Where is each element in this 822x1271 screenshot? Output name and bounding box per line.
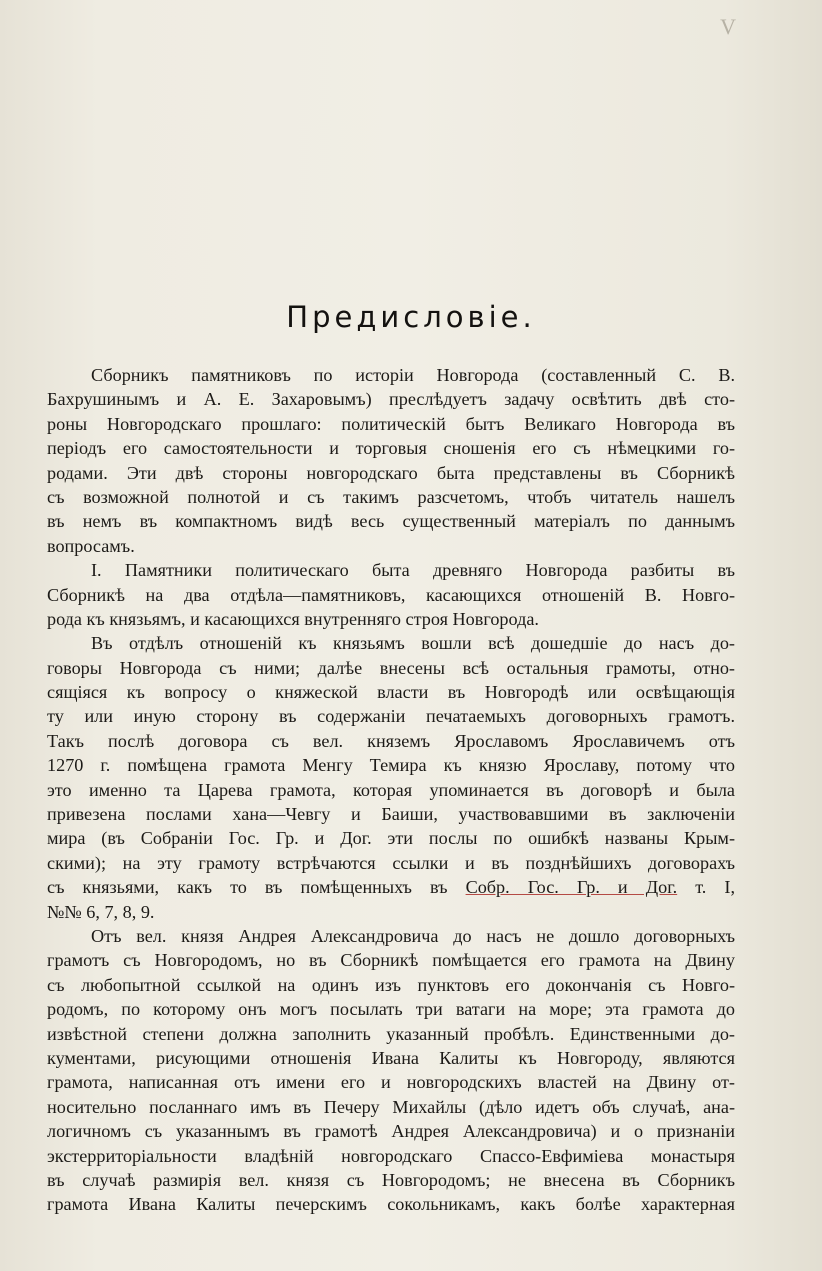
text-line: ту или иную сторону въ содержаніи печатаемыхъ договорныхъ грамотъ. (47, 706, 735, 727)
text-line: сящіяся къ вопросу о княжеской власти въ Новгородѣ или освѣщающія (47, 682, 735, 703)
text-line: I. Памятники политическаго быта древняго Новгорода разбиты въ (91, 560, 735, 581)
text-line: извѣстной степени должна заполнить указанный пробѣлъ. Единственными до- (47, 1023, 735, 1044)
text-line: Сборникѣ на два отдѣла—памятниковъ, касающихся отношеній В. Новго- (47, 584, 735, 605)
page-title: Предисловіе. (286, 300, 536, 334)
text-line: съ возможной полнотой и съ такимъ разсчетомъ, чтобъ читатель нашелъ (47, 486, 735, 507)
underlined-reference: Собр. Гос. Гр. и Дог. (465, 877, 678, 898)
text-line: грамота Ивана Калиты печерскимъ сокольникамъ, какъ болѣе характерная (47, 1194, 735, 1215)
text-line: мира (въ Собраніи Гос. Гр. и Дог. эти послы по ошибкѣ названы Крым- (47, 828, 735, 849)
text-line: логичномъ съ указаннымъ въ грамотѣ Андрея Александровича) и о признаніи (47, 1121, 735, 1142)
text-segment: т. I, (677, 877, 735, 898)
text-line: Бахрушинымъ и А. Е. Захаровымъ) преслѣдуетъ задачу освѣтить двѣ сто- (47, 389, 735, 410)
text-line: экстерриторіальности владѣній новгородскаго Спассо-Евфиміева монастыря (47, 1145, 735, 1166)
text-line: говоры Новгорода съ ними; далѣе внесены всѣ остальныя грамоты, отно- (47, 657, 735, 678)
text-line: носительно посланнаго имъ въ Печеру Михайлы (дѣло идетъ объ случаѣ, ана- (47, 1096, 735, 1117)
text-line: періодъ его самостоятельности и торговыя сношенія его съ нѣмецкими го- (47, 438, 735, 459)
body-text (47, 363, 735, 1217)
corner-mark: V (720, 14, 736, 39)
text-line: 1270 г. помѣщена грамота Менгу Темира къ князю Ярославу, потому что (47, 755, 735, 776)
text-line: грамота, написанная отъ имени его и новгородскихъ властей на Двину от- (47, 1072, 735, 1093)
text-line: вопросамъ. (47, 535, 135, 556)
text-line: роны Новгородскаго прошлаго: политическій бытъ Великаго Новгорода въ (47, 413, 735, 434)
text-line: въ случаѣ размирія вел. князя съ Новгородомъ; не внесена въ Сборникъ (47, 1169, 735, 1190)
text-line: Въ отдѣлъ отношеній къ князьямъ вошли всѣ дошедшіе до насъ до- (91, 633, 735, 654)
text-line: родами. Эти двѣ стороны новгородскаго быта представлены въ Сборникѣ (47, 462, 735, 483)
text-line: съ любопытной ссылкой на одинъ изъ пунктовъ его докончанія съ Новго- (47, 974, 735, 995)
text-line: Отъ вел. князя Андрея Александровича до насъ не дошло договорныхъ (91, 925, 735, 946)
text-segment: съ князьями, какъ то въ помѣщенныхъ въ (47, 877, 466, 898)
text-line: кументами, рисующими отношенія Ивана Калиты къ Новгороду, являются (47, 1047, 735, 1068)
text-line: родомъ, по которому онъ могъ посылать три ватаги на море; эта грамота до (47, 999, 735, 1020)
text-line: это именно та Царева грамота, которая упоминается въ договорѣ и была (47, 779, 735, 800)
text-line: Сборникъ памятниковъ по исторіи Новгорода (составленный С. В. (91, 365, 735, 385)
text-line: въ немъ въ компактномъ видѣ весь существенный матеріалъ по даннымъ (47, 511, 735, 532)
text-line: привезена послами хана—Чевгу и Баиши, участвовавшими въ заключеніи (47, 804, 735, 825)
text-line: рода къ князьямъ, и касающихся внутренняго строя Новгорода. (47, 608, 539, 629)
text-line: грамотъ съ Новгородомъ, но въ Сборникѣ помѣщается его грамота на Двину (47, 950, 735, 971)
text-line (47, 875, 735, 899)
text-line: Такъ послѣ договора съ вел. княземъ Ярославомъ Ярославичемъ отъ (47, 730, 735, 751)
text-line: скими); на эту грамоту встрѣчаются ссылки и въ позднѣйшихъ договорахъ (47, 852, 735, 873)
text-line: №№ 6, 7, 8, 9. (47, 901, 155, 922)
